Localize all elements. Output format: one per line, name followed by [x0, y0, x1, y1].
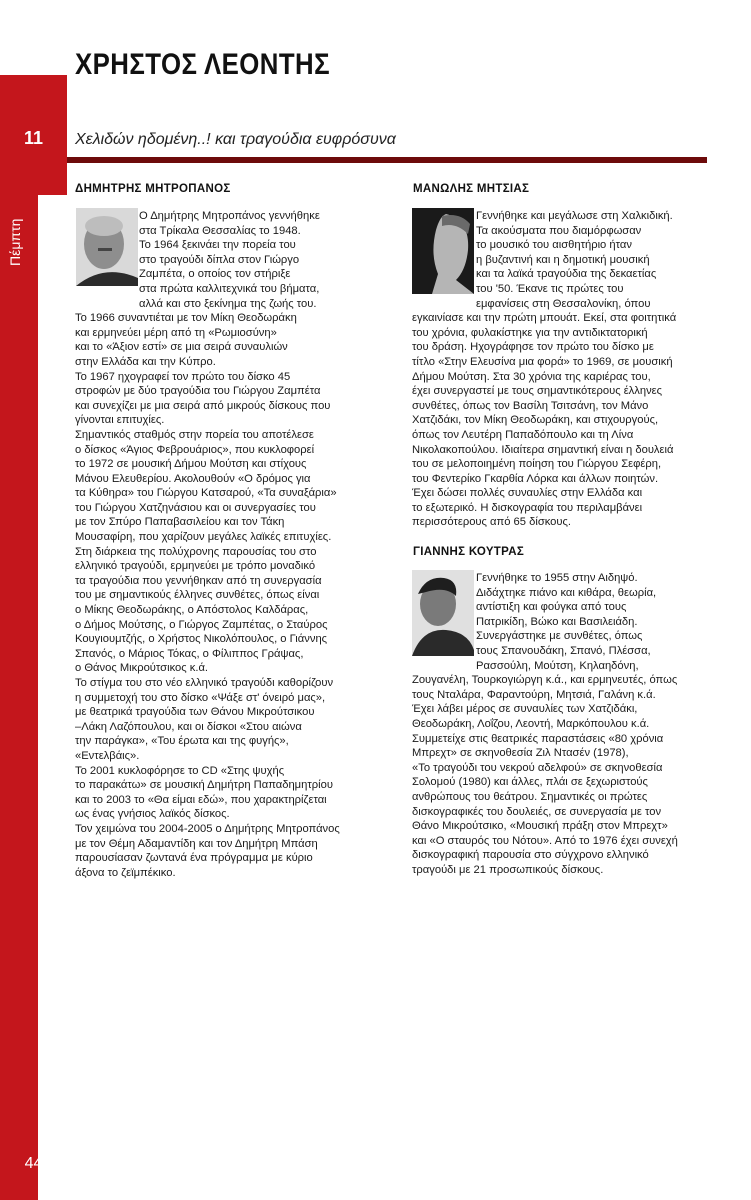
bio-line: στο τραγούδι δίπλα στον Γιώργο [139, 253, 300, 266]
bio-line: Γεννήθηκε και μεγάλωσε στη Χαλκιδική. [476, 210, 673, 222]
bio-line: του '50. Έκανε τις πρώτες του [476, 282, 624, 295]
bio-line: Διδάχτηκε πιάνο και κιθάρα, θεωρία, [476, 586, 657, 599]
bio-line: και το «Άξιον εστί» σε μια σειρά συναυλιών [75, 341, 288, 354]
bio-line: Ζαμπέτα, ο οποίος τον στήριξε [139, 268, 291, 281]
bio-line: τους Νταλάρα, Φαραντούρη, Μητσιά, Γαλάνη κ.ά. [412, 688, 656, 701]
bio-line: «Το τραγούδι του νεκρού αδελφού» σε σκηνοθεσία [412, 761, 663, 774]
bio-line: έχει συνεργαστεί με τους σημαντικότερους έλληνες [412, 385, 663, 398]
page-title: ΧΡΗΣΤΟΣ ΛΕΟΝΤΗΣ [75, 48, 331, 81]
bio-line: Έχει δώσει πολλές συναυλίες στην Ελλάδα και [412, 487, 643, 500]
bio-line: «Εντελβάις». [75, 749, 140, 762]
bio-line: Μουσαφίρη, που χαρίζουν μεγάλες λαϊκές επιτυχίες. [75, 531, 332, 544]
bio-line: και το 2003 το «Θα είμαι εδώ», που χαρακτηρίζεται [75, 793, 327, 806]
bio-line: στα πρώτα καλλιτεχνικά του βήματα, [139, 282, 320, 295]
bio-line: Νικολακοπούλου. Ιδιαίτερα σημαντική είναι η δουλειά [412, 443, 674, 456]
bio-line: του χρόνια, φυλακίστηκε για την αντιδικτατορική [412, 326, 648, 339]
artist-name-mitsias: ΜΑΝΩΛΗΣ ΜΗΤΣΙΑΣ [413, 183, 530, 195]
bio-line: του δράση. Ηχογράφησε τον πρώτο του δίσκο με [412, 341, 654, 354]
bio-mitropanos [75, 209, 340, 880]
header-divider [67, 157, 707, 163]
bio-line: το 1972 σε μουσική Δήμου Μούτση και στίχους [75, 458, 307, 471]
bio-mitsias [412, 209, 676, 530]
bio-line: Δήμου Μούτση. Στα 30 χρόνια της καριέρας του, [412, 370, 651, 383]
bio-koutras [412, 571, 678, 877]
bio-line: εγκαινίασε και την πρώτη μπουάτ. Εκεί, στα φοιτητικά [412, 312, 677, 325]
bio-line: παρουσίασαν ζωντανά ένα πρόγραμμα με κύριο [75, 852, 313, 865]
artist-name-koutras: ΓΙΑΝΝΗΣ ΚΟΥΤΡΑΣ [413, 546, 525, 558]
bio-line: ο Μίκης Θεοδωράκης, ο Απόστολος Καλδάρας, [75, 604, 309, 617]
bio-line: Κουγιουμτζής, ο Χρήστος Νικολόπουλος, ο Γιάννης [75, 633, 328, 646]
bio-line: ελληνικό τραγούδι, ερμηνεύει με τρόπο μοναδικό [75, 560, 316, 573]
bio-line: Σολομού (1980) και άλλες, πλάι σε ξεχωριστούς [412, 776, 648, 789]
bio-line: τους Σπανουδάκη, Σπανό, Πλέσσα, [476, 644, 651, 657]
bio-line: Χατζιδάκι, τον Μίκη Θεοδωράκη, και στιχουργούς, [412, 414, 659, 427]
day-number: 11 [23, 128, 44, 148]
bio-line: αντίστιξη και φούγκα από τους [476, 601, 627, 614]
bio-line: Συνεργάστηκε με συνθέτες, όπως [476, 630, 643, 643]
bio-line: Γεννήθηκε το 1955 στην Αιδηψό. [476, 572, 638, 584]
bio-line: την παράγκα», «Του έρωτα και της φυγής», [75, 735, 289, 748]
bio-line: ο δίσκος «Άγιος Φεβρουάριος», που κυκλοφορεί [75, 443, 315, 456]
bio-line: του Γιώργου Χατζηνάσιου και οι συνεργασίες του [75, 501, 316, 514]
bio-line: ανθρώπους του θεάτρου. Σημαντικές οι πρώτες [412, 790, 648, 803]
bio-line: Το 1966 συναντιέται με τον Μίκη Θεοδωράκη [75, 312, 297, 325]
bio-line: τίτλο «Στην Ελευσίνα μια φορά» το 1969, σε μουσική [412, 355, 673, 368]
bio-line: Το στίγμα του στο νέο ελληνικό τραγούδι καθορίζουν [75, 677, 334, 689]
bio-line: δισκογραφικές του δουλειές, σε συνεργασία με τον [412, 805, 662, 818]
artist-name-mitropanos: ΔΗΜΗΤΡΗΣ ΜΗΤΡΟΠΑΝΟΣ [75, 183, 231, 195]
sidebar-red-strip [0, 165, 38, 1200]
bio-line: Το 1964 ξεκινάει την πορεία του [139, 239, 296, 252]
bio-line: τραγούδι με 21 προσωπικούς δίσκους. [412, 863, 604, 876]
bio-line: στα Τρίκαλα Θεσσαλίας το 1948. [139, 224, 301, 237]
bio-line: Σπανός, ο Μάριος Τόκας, ο Φίλιππος Γράψας, [75, 647, 304, 660]
bio-line: και συνεχίζει με μια σειρά από μικρούς δίσκους που [75, 399, 331, 412]
bio-line: ο Θάνος Μικρούτσικος κ.ά. [75, 662, 209, 675]
bio-line: Στη διάρκεια της πολύχρονης παρουσίας του στο [75, 545, 317, 558]
bio-line: στην Ελλάδα και την Κύπρο. [75, 355, 216, 368]
bio-line: Το 1967 ηχογραφεί τον πρώτο του δίσκο 45 [75, 370, 291, 383]
bio-line: του Φεντερίκο Γκαρθία Λόρκα και άλλων ποιητών. [412, 472, 659, 485]
bio-line: Μπρεχτ» σε σκηνοθεσία Ζιλ Ντασέν (1978), [412, 747, 629, 760]
bio-line: Θεοδωράκη, Λοΐζου, Λεοντή, Μαρκόπουλου κ.ά. [412, 717, 650, 730]
bio-line: Τον χειμώνα του 2004-2005 ο Δημήτρης Μητροπάνος [75, 822, 340, 835]
bio-line: Το 2001 κυκλοφόρησε το CD «Στης ψυχής [75, 764, 285, 777]
bio-line: δισκογραφική παρουσία στο σύγχρονο ελληνικό [412, 849, 649, 862]
bio-line: εμφανίσεις στη Θεσσαλονίκη, όπου [476, 297, 651, 310]
bio-line: Μάνου Ελευθερίου. Ακολουθούν «Ο δρόμος για [75, 472, 311, 485]
bio-line: Ρασσούλη, Μούτση, Κηλαηδόνη, [476, 659, 639, 672]
bio-line: Έχει λάβει μέρος σε συναυλίες των Χατζιδάκι, [412, 703, 638, 716]
bio-line: του σε μελοποιημένη ποίηση του Γιώργου Σεφέρη, [412, 458, 662, 471]
bio-line: Σημαντικός σταθμός στην πορεία του αποτέλεσε [75, 428, 314, 441]
bio-line: περισσότερους από 65 δίσκους. [412, 516, 572, 529]
bio-line: ο Δήμος Μούτσης, ο Γιώργος Ζαμπέτας, ο Σταύρος [75, 618, 328, 631]
page-subtitle: Χελιδών ηδομένη..! και τραγούδια ευφρόσυνα [75, 131, 396, 148]
page-number: 44 [24, 1155, 43, 1172]
bio-line: Θάνο Μικρούτσικο, «Μουσική πράξη στον Μπρεχτ» [412, 820, 668, 833]
bio-line: άξονα το ζεϊμπέκικο. [75, 866, 176, 879]
bio-line: και ερμηνεύει μέρη από τη «Ρωμιοσύνη» [75, 326, 277, 339]
bio-line: Ο Δημήτρης Μητροπάνος γεννήθηκε [139, 210, 320, 222]
bio-line: αλλά και στο ξεκίνημα της ζωής του. [139, 297, 317, 310]
bio-line: με τον Θέμη Αδαμαντίδη και τον Δημήτρη Μπάση [75, 837, 318, 850]
bio-line: Ζουγανέλη, Τουρκογιώργη κ.ά., και ερμηνευτές, όπως [412, 674, 678, 687]
bio-line: το παρακάτω» σε μουσική Δημήτρη Παπαδημητρίου [75, 779, 333, 792]
bio-line: ως ένας γνήσιος λαϊκός δίσκος. [75, 808, 230, 821]
bio-line: τα τραγούδια που γεννήθηκαν από τη συνεργασία [75, 574, 322, 587]
bio-line: η βυζαντινή και η δημοτική μουσική [476, 253, 650, 266]
day-name: Πέμπτη [7, 218, 23, 266]
bio-line: με τον Σπύρο Παπαβασιλείου και τον Τάκη [75, 516, 285, 529]
bio-line: –Λάκη Λαζόπουλου, και οι δίσκοι «Στου αιώνα [75, 720, 302, 733]
bio-line: και τα λαϊκά τραγούδια της δεκαετίας [476, 268, 657, 281]
bio-line: Πατρικίδη, Βώκο και Βασιλειάδη. [476, 615, 638, 628]
bio-line: γίνονται επιτυχίες. [75, 414, 165, 427]
bio-line: συνθέτες, όπως τον Βασίλη Τσιτσάνη, τον Μάνο [412, 399, 649, 412]
bio-line: το μουσικό του αισθητήριο ήταν [476, 239, 632, 252]
bio-line: στροφών με δύο τραγούδια του Γιώργου Ζαμπέτα [75, 385, 321, 398]
bio-line: με θεατρικά τραγούδια των Θάνου Μικρούτσικου [75, 706, 315, 719]
bio-line: Συμμετείχε στις θεατρικές παραστάσεις «80 χρόνια [412, 732, 664, 745]
bio-line: η συμμετοχή του στο δίσκο «Ψάξε στ' όνειρό μας», [75, 691, 326, 704]
bio-line: όπως τον Λευτέρη Παπαδόπουλο και τη Λίνα [412, 428, 634, 441]
sidebar [0, 0, 67, 1200]
bio-line: το εξωτερικό. Η δισκογραφία του περιλαμβάνει [412, 501, 643, 514]
bio-line: του με σημαντικούς έλληνες συνθέτες, όπως είναι [75, 589, 320, 602]
bio-line: τα Κύθηρα» του Γιώργου Κατσαρού, «Τα συναξάρια» [75, 487, 337, 500]
bio-line: Τα ακούσματα που διαμόρφωσαν [476, 224, 642, 237]
bio-line: και «Ο σταυρός του Νότου». Από το 1976 έχει συνεχή [412, 834, 678, 847]
